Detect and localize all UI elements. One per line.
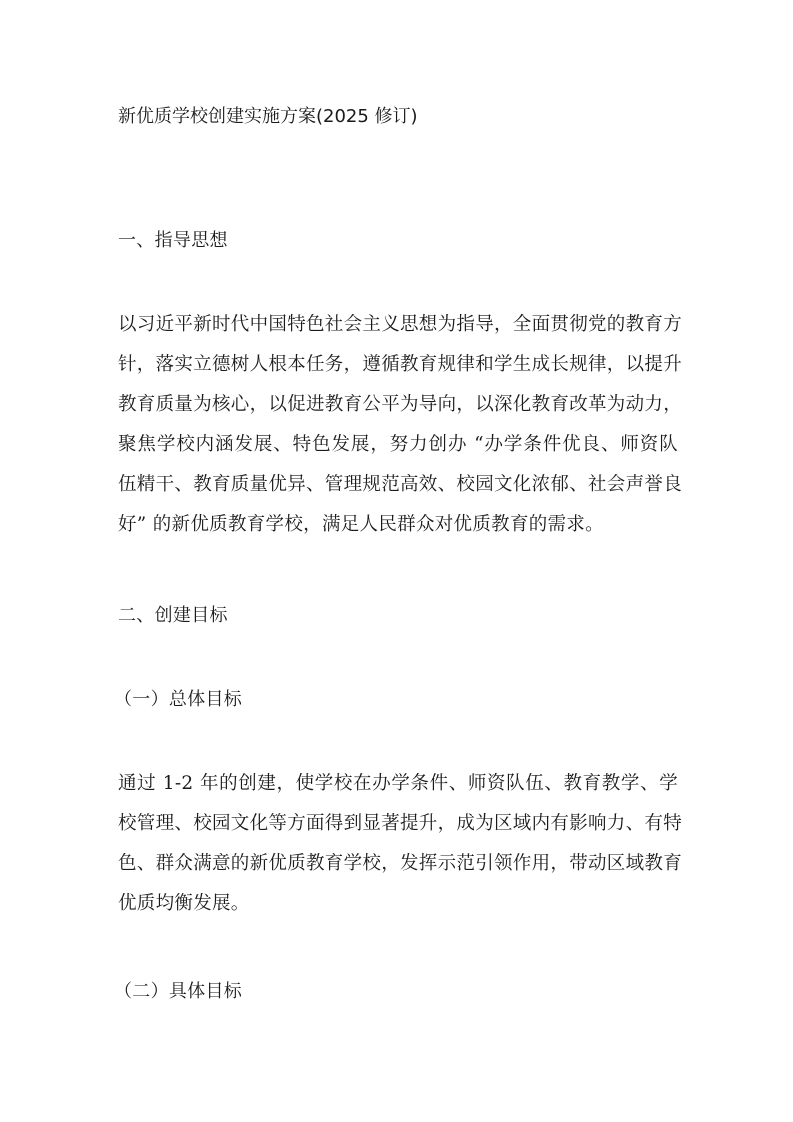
subsection-heading-overall-goal: （一）总体目标 xyxy=(114,689,243,710)
paragraph-line: 好” 的新优质教育学校，满足人民群众对优质教育的需求。 xyxy=(118,514,604,535)
subsection-heading-specific-goals: （二）具体目标 xyxy=(114,981,243,1002)
paragraph-line: 校管理、校园文化等方面得到显著提升，成为区域内有影响力、有特 xyxy=(118,813,683,834)
paragraph-line: 针，落实立德树人根本任务，遵循教育规律和学生成长规律，以提升 xyxy=(118,354,683,375)
paragraph-line: 色、群众满意的新优质教育学校，发挥示范引领作用，带动区域教育 xyxy=(118,853,683,874)
paragraph-line: 以习近平新时代中国特色社会主义思想为指导，全面贯彻党的教育方 xyxy=(118,314,683,335)
section-heading-guiding-ideology: 一、指导思想 xyxy=(118,230,228,251)
paragraph-line: 聚焦学校内涵发展、特色发展，努力创办 “办学条件优良、师资队 xyxy=(118,434,678,455)
section-heading-goals: 二、创建目标 xyxy=(118,605,228,626)
paragraph-line: 优质均衡发展。 xyxy=(118,893,250,914)
paragraph-line: 伍精干、教育质量优异、管理规范高效、校园文化浓郁、社会声誉良 xyxy=(118,474,683,495)
paragraph-line: 教育质量为核心，以促进教育公平为导向，以深化教育改革为动力， xyxy=(118,394,683,415)
paragraph-line: 通过 1-2 年的创建，使学校在办学条件、师资队伍、教育教学、学 xyxy=(118,773,678,794)
document-title: 新优质学校创建实施方案(2025 修订) xyxy=(118,106,418,127)
